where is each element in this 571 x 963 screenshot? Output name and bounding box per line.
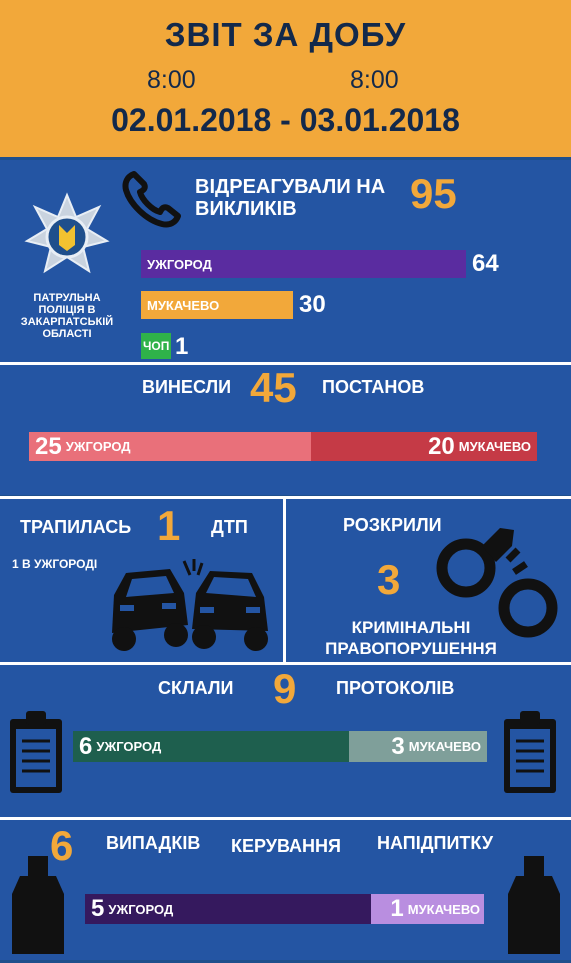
calls-total: 95 — [410, 170, 457, 217]
accidents-right-label: ДТП — [211, 517, 248, 537]
rulings-uzhhorod-value: 25 — [35, 432, 62, 460]
calls-label-line2: ВИКЛИКІВ — [195, 198, 297, 220]
org-line2: ПОЛІЦІЯ В — [38, 304, 96, 316]
dui-uzhhorod-value: 5 — [91, 895, 105, 922]
calls-mukachevo-value: 30 — [299, 291, 326, 318]
rulings-right-label: ПОСТАНОВ — [322, 377, 425, 397]
calls-bar-chop-label: ЧОП — [143, 339, 170, 353]
dui-mukachevo-value: 1 — [390, 895, 404, 922]
rulings-bar-uzhhorod — [29, 432, 311, 461]
accidents-total: 1 — [157, 502, 181, 549]
protocols-left-label: СКЛАЛИ — [158, 678, 234, 698]
dui-word3: НАПІДПИТКУ — [377, 833, 494, 853]
rulings-bar-mukachevo — [311, 432, 537, 461]
org-line3: ЗАКАРПАТСЬКІЙ — [20, 316, 114, 328]
clipboard-icon — [500, 707, 560, 797]
crimes-bottom-line2: ПРАВОПОРУШЕННЯ — [325, 639, 497, 658]
bottle-icon — [8, 854, 68, 958]
handcuffs-icon — [430, 520, 564, 640]
org-name — [12, 292, 122, 340]
protocols-uzhhorod-value: 6 — [79, 732, 93, 760]
protocols-mukachevo-value: 3 — [391, 732, 405, 760]
dui-word2: КЕРУВАННЯ — [231, 836, 341, 856]
calls-bar-mukachevo-label: МУКАЧЕВО — [147, 297, 220, 313]
crimes-total: 3 — [377, 556, 401, 603]
dui-bar-uzhhorod — [85, 894, 371, 924]
protocols-uzhhorod-label: УЖГОРОД — [96, 739, 162, 754]
dui-mukachevo-label: МУКАЧЕВО — [407, 901, 480, 917]
calls-chop-value: 1 — [175, 333, 189, 360]
car-crash-icon — [104, 555, 276, 659]
accidents-left-label: ТРАПИЛАСЬ — [20, 517, 132, 537]
dui-bar-mukachevo — [371, 894, 484, 924]
org-line4: ОБЛАСТІ — [42, 328, 92, 340]
calls-bar-uzhhorod-label: УЖГОРОД — [147, 256, 212, 272]
accidents-note: 1 В УЖГОРОДІ — [12, 557, 98, 571]
protocols-bar-uzhhorod — [73, 731, 349, 762]
rulings-left-label: ВИНЕСЛИ — [142, 377, 232, 397]
protocols-total: 9 — [273, 665, 297, 712]
protocols-mukachevo-label: МУКАЧЕВО — [408, 739, 481, 754]
dui-word1: ВИПАДКІВ — [106, 833, 201, 853]
start-time: 8:00 — [147, 66, 196, 94]
calls-bar-mukachevo — [141, 291, 293, 319]
calls-label — [195, 176, 385, 220]
protocols-right-label: ПРОТОКОЛІВ — [336, 678, 455, 698]
calls-uzhhorod-value: 64 — [472, 250, 499, 277]
crimes-bottom-line1: КРИМІНАЛЬНІ — [351, 618, 471, 637]
calls-label-line1: ВІДРЕАГУВАЛИ НА — [195, 176, 386, 198]
rulings-total: 45 — [250, 364, 297, 411]
rulings-mukachevo-value: 20 — [428, 432, 455, 460]
rulings-uzhhorod-label: УЖГОРОД — [65, 439, 131, 454]
dui-total: 6 — [50, 822, 74, 869]
report-title: ЗВІТ ЗА ДОБУ — [164, 16, 407, 53]
end-time: 8:00 — [350, 66, 399, 94]
protocols-bar-mukachevo — [349, 731, 487, 762]
clipboard-icon — [6, 707, 66, 797]
phone-icon — [120, 168, 190, 230]
org-line1: ПАТРУЛЬНА — [33, 292, 101, 304]
bottle-icon — [504, 854, 564, 958]
police-badge-icon — [12, 192, 122, 282]
calls-bar-chop — [141, 333, 171, 359]
dui-uzhhorod-label: УЖГОРОД — [108, 901, 174, 917]
crimes-top-label: РОЗКРИЛИ — [343, 515, 442, 535]
calls-bar-uzhhorod — [141, 250, 466, 278]
rulings-mukachevo-label: МУКАЧЕВО — [458, 439, 531, 454]
date-range: 02.01.2018 - 03.01.2018 — [111, 102, 460, 138]
